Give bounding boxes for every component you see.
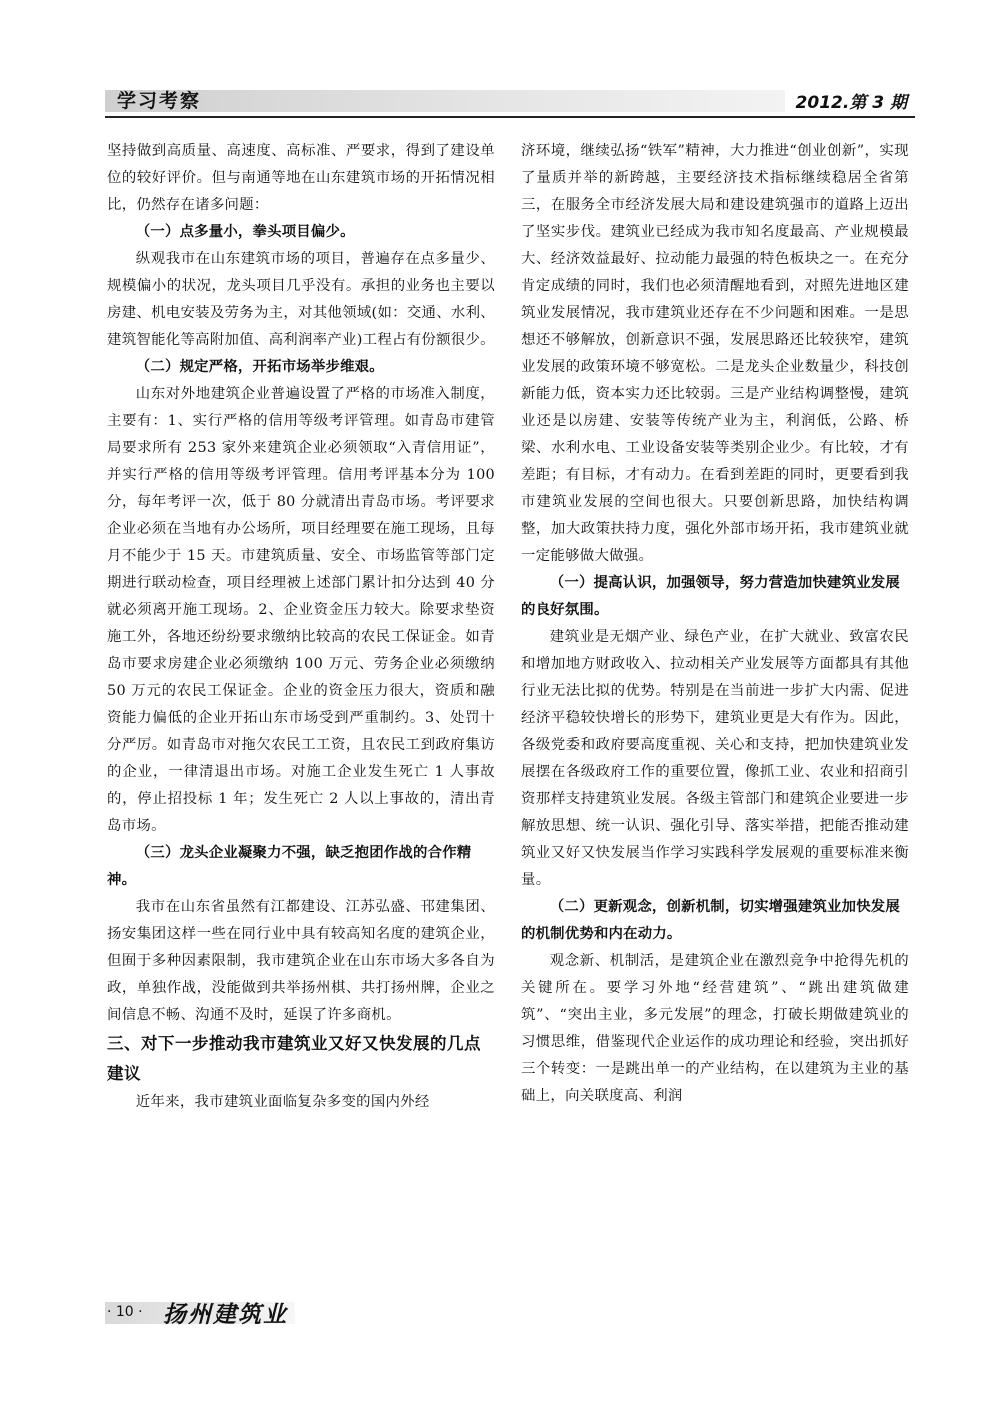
- paragraph: 近年来，我市建筑业面临复杂多变的国内外经: [135, 1094, 430, 1110]
- issue-label: 2012.第 3 期: [795, 93, 907, 113]
- paragraph: 建筑业是无烟产业、绿色产业，在扩大就业、致富农民和增加地方财政收入、拉动相关产业发展等方面都具有其他行业无法比拟的优势。特别是在当前进一步扩大内需、促进经济平稳较快增长的形势下，建筑业更是大有作为。因此，各级党委和政府要高度重视、关心和支持，把加快建筑业发展摆在各级政府工作的重要位置，像抓工业、农业和招商引资那样支持建筑业发展。各级主管部门和建筑企业要进一步解放思想、统一认识、强化引导、落实举措，把能否推动建筑业又好又快发展当作学习实践科学发展观的重要标准来衡量。: [521, 629, 909, 888]
- subheading: （一）点多量小，拳头项目偏少。: [135, 224, 355, 240]
- paragraph: 纵观我市在山东建筑市场的项目，普遍存在点多量少、规模偏小的状况，龙头项目几乎没有。承担的业务也主要以房建、机电安装及劳务为主，对其他领域(如：交通、水利、建筑智能化等高附加值、高利润率产业)工程占有份额很少。: [107, 251, 495, 348]
- right-column: [521, 138, 909, 1258]
- page-header: [105, 86, 915, 118]
- page-footer: [105, 1296, 295, 1328]
- paragraph: 观念新、机制活，是建筑企业在激烈竞争中抢得先机的关键所在。要学习外地“经营建筑”、“跳出建筑做建筑”、“突出主业，多元发展”的理念，打破长期做建筑业的习惯思维，借鉴现代企业运作的成功理论和经验，突出抓好三个转变：一是跳出单一的产业结构，在以建筑为主业的基础上，向关联度高、利润: [521, 953, 909, 1104]
- header-band: [105, 90, 785, 112]
- paragraph: 我市在山东省虽然有江都建设、江苏弘盛、邗建集团、扬安集团这样一些在同行业中具有较高知名度的建筑企业，但囿于多种因素限制，我市建筑企业在山东市场大多各自为政，单独作战，没能做到共举扬州棋、共打扬州牌，企业之间信息不畅、沟通不及时，延误了许多商机。: [107, 899, 495, 1023]
- paragraph-continued: 坚持做到高质量、高速度、高标准、严要求，得到了建设单位的较好评价。但与南通等地在山东建筑市场的开拓情况相比，仍然存在诸多问题：: [107, 143, 495, 213]
- subheading: （三）龙头企业凝聚力不强，缺乏抱团作战的合作精神。: [107, 845, 472, 888]
- subheading: （二）规定严格，开拓市场举步维艰。: [135, 359, 384, 375]
- journal-title: 学习考察: [117, 90, 202, 112]
- paragraph-continued: 济环境，继续弘扬“铁军”精神，大力推进“创业创新”，实现了量质并举的新跨越，主要经济技术指标继续稳居全省第三，在服务全市经济发展大局和建设建筑强市的道路上迈出了坚实步伐。建筑业已经成为我市知名度最高、产业规模最大、经济效益最好、拉动能力最强的特色板块之一。在充分肯定成绩的同时，我们也必须清醒地看到，对照先进地区建筑业发展情况，我市建筑业还存在不少问题和困难。一是思想还不够解放，创新意识不强，发展思路还比较狭窄，建筑业发展的政策环境不够宽松。二是龙头企业数量少，科技创新能力低，资本实力还比较弱。三是产业结构调整慢，建筑业还是以房建、安装等传统产业为主，利润低，公路、桥梁、水利水电、工业设备安装等类别企业少。有比较，才有差距；有目标，才有动力。在看到差距的同时，更要看到我市建筑业发展的空间也很大。只要创新思路，加快结构调整，加大政策扶持力度，强化外部市场开拓，我市建筑业就一定能够做大做强。: [521, 143, 909, 564]
- page-number: · 10 ·: [107, 1304, 143, 1320]
- section-heading: 三、对下一步推动我市建筑业又好又快发展的几点建议: [107, 1034, 481, 1083]
- left-column: [107, 138, 495, 1258]
- header-rule: [105, 116, 915, 118]
- subheading: （一）提高认识，加强领导，努力营造加快建筑业发展的良好氛围。: [521, 575, 900, 618]
- subheading: （二）更新观念，创新机制，切实增强建筑业加快发展的机制优势和内在动力。: [521, 899, 900, 942]
- paragraph: 山东对外地建筑企业普遍设置了严格的市场准入制度，主要有：1、实行严格的信用等级考评管理。如青岛市建管局要求所有 253 家外来建筑企业必须领取“入青信用证”，并实行严格的信用等级考评管理。信用考评基本分为 100 分，每年考评一次，低于 80 分就清出青岛市场。考评要求企业必须在当地有办公场所，项目经理要在施工现场，且每月不能少于 15 天。市建筑质量、安全、市场监管等部门定期进行联动检查，项目经理被上述部门累计扣分达到 40 分就必须离开施工现场。2、企业资金压力较大。除要求垫资施工外，各地还纷纷要求缴纳比较高的农民工保证金。如青岛市要求房建企业必须缴纳 100 万元、劳务企业必须缴纳 50 万元的农民工保证金。企业的资金压力很大，资质和融资能力偏低的企业开拓山东市场受到严重制约。3、处罚十分严厉。如青岛市对拖欠农民工工资，且农民工到政府集访的企业，一律清退出市场。对施工企业发生死亡 1 人事故的，停止招投标 1 年；发生死亡 2 人以上事故的，清出青岛市场。: [107, 386, 495, 834]
- publication-logo: 扬州建筑业: [163, 1301, 288, 1328]
